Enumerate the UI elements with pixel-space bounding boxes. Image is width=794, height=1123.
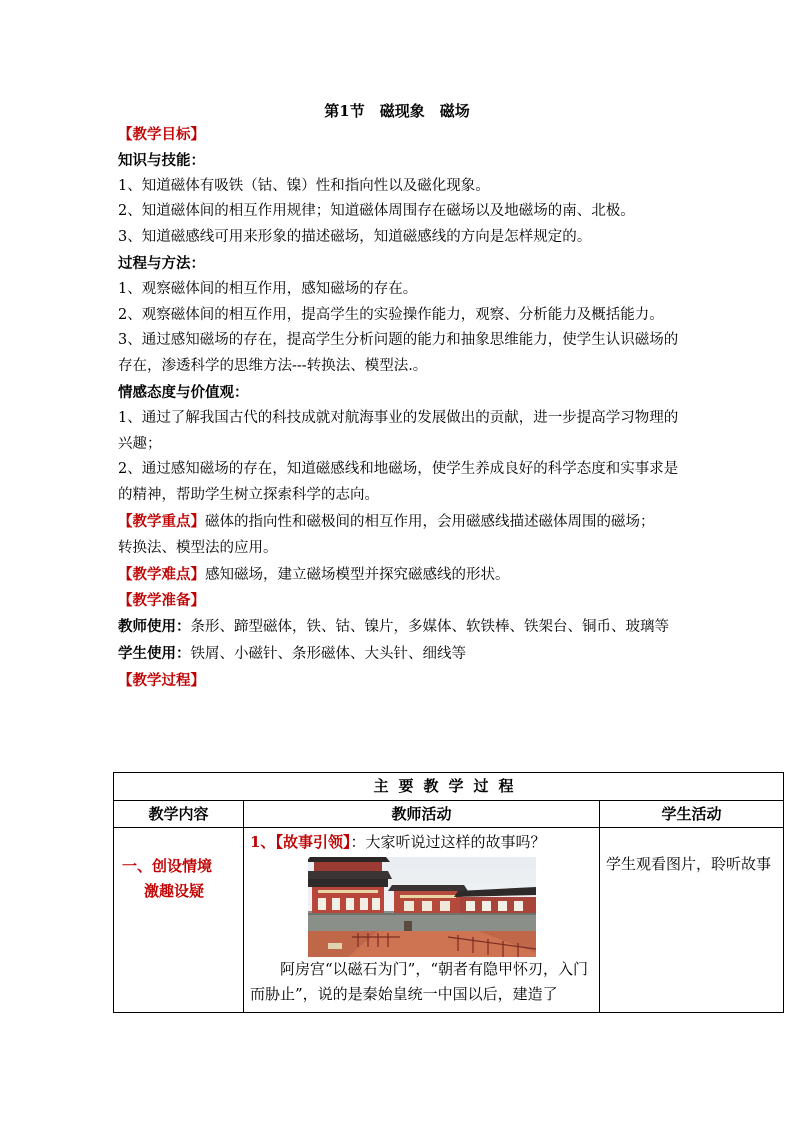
teaching-process-table [113,772,784,1013]
key-points [118,509,683,536]
knowledge-item: 3、知道磁感线可用来形象的描述磁场，知道磁感线的方向是怎样规定的。 [118,229,592,246]
story-question: ：大家听说过这样的故事吗？ [350,833,546,851]
teacher-use-text: 条形、蹄型磁体，铁、钴、镍片，多媒体、软铁棒、铁架台、铜币、玻璃等 [190,619,669,636]
process-item: 3、通过感知磁场的存在，提高学生分析问题的能力和抽象思维能力，使学生认识磁场的存在，渗透科学的思维方法---转换法、模型法.。 [118,332,679,375]
epang-palace-photo [308,857,536,957]
student-use-label: 学生使用： [118,644,191,662]
content-line-1: 一、创设情境 [122,857,213,875]
story-text: 阿房宫“以磁石为门”，“朝者有隐甲怀刃，入门而胁止”，说的是秦始皇统一中国以后，建造了 [250,960,589,1003]
teacher-use-label: 教师使用： [118,618,191,636]
process-heading: 过程与方法： [118,254,205,272]
key-text: 磁体的指向性和磁极间的相互作用，会用磁感线描述磁体周围的磁场； [205,513,655,530]
story-tag: 【故事引领】 [275,833,351,851]
knowledge-heading: 知识与技能： [118,151,205,169]
table-row [114,828,784,1013]
content-line-2: 激趣设疑 [144,882,205,900]
process-item: 1、观察磁体间的相互作用，感知磁场的存在。 [118,280,418,297]
page-title: 第1节 磁现象 磁场 [324,102,470,120]
story-number: 1、 [250,833,276,851]
emotion-item: 2、通过感知磁场的存在，知道磁感线和地磁场，使学生养成良好的科学态度和实事求是的精神，帮助学生树立探索科学的志向。 [118,461,679,504]
difficulty-text: 感知磁场，建立磁场模型并探究磁感线的形状。 [205,566,510,583]
knowledge-item: 1、知道磁体有吸铁（钴、镍）性和指向性以及磁化现象。 [118,177,490,194]
student-activity-cell: 学生观看图片，聆听故事 [600,828,784,1013]
story-intro [250,830,593,855]
difficulty-heading: 【教学难点】 [118,565,205,583]
process-item: 2、观察磁体间的相互作用，提高学生的实验操作能力，观察、分析能力及概括能力。 [118,306,664,323]
emotion-item: 1、通过了解我国古代的科技成就对航海事业的发展做出的贡献，进一步提高学习物理的兴趣； [118,409,679,452]
prep-heading: 【教学准备】 [118,592,205,610]
key-text-2: 转换法、模型法的应用。 [118,539,278,556]
column-header-content: 教学内容 [114,801,244,828]
teaching-process-heading: 【教学过程】 [118,671,205,689]
key-heading: 【教学重点】 [118,512,205,530]
column-header-student: 学生活动 [600,801,784,828]
lesson-plan-body [118,122,683,694]
difficulty [118,562,683,589]
knowledge-item: 2、知道磁体间的相互作用规律；知道磁体周围存在磁场以及地磁场的南、北极。 [118,203,635,220]
teacher-activity-cell [244,828,600,1013]
content-cell [114,828,244,1013]
student-use-text: 铁屑、小磁针、条形磁体、大头针、细线等 [190,645,466,662]
teacher-use [118,614,683,641]
table-title: 主要教学过程 [114,773,784,801]
objectives-heading: 【教学目标】 [118,126,205,143]
emotion-heading: 情感态度与价值观： [118,383,249,401]
column-header-teacher: 教师活动 [244,801,600,828]
student-use [118,641,683,668]
